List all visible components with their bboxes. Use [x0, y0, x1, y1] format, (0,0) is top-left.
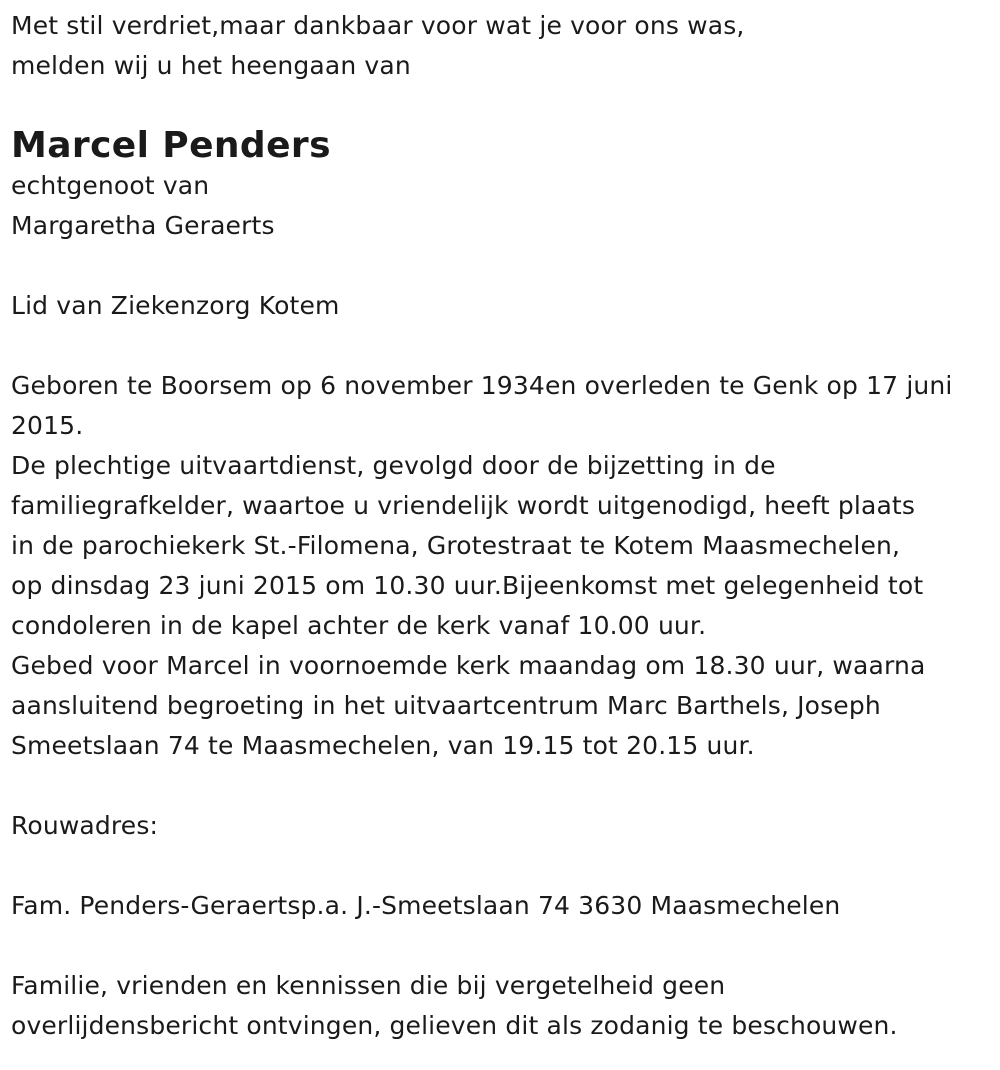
- deceased-name: Marcel Penders: [11, 125, 331, 166]
- funeral-details: [11, 366, 1000, 766]
- details-line: De plechtige uitvaartdienst, gevolgd door de bijzetting in de: [11, 451, 776, 480]
- relation-text: echtgenoot van: [11, 171, 210, 200]
- opening-line-2: melden wij u het heengaan van: [11, 51, 411, 80]
- details-line: Geboren te Boorsem op 6 november 1934en overleden te Genk op 17 juni: [11, 371, 953, 400]
- details-line: 2015.: [11, 411, 84, 440]
- spouse-name: Margaretha Geraerts: [11, 211, 275, 240]
- details-line: Smeetslaan 74 te Maasmechelen, van 19.15 tot 20.15 uur.: [11, 731, 755, 760]
- details-line: Gebed voor Marcel in voornoemde kerk maandag om 18.30 uur, waarna: [11, 651, 926, 680]
- details-line: in de parochiekerk St.-Filomena, Grotestraat te Kotem Maasmechelen,: [11, 531, 901, 560]
- opening-line-1: Met stil verdriet,maar dankbaar voor wat je voor ons was,: [11, 11, 745, 40]
- closing-line-1: Familie, vrienden en kennissen die bij vergetelheid geen: [11, 971, 726, 1000]
- details-line: op dinsdag 23 juni 2015 om 10.30 uur.Bijeenkomst met gelegenheid tot: [11, 571, 924, 600]
- spacer: [11, 766, 1000, 806]
- mourning-address: Fam. Penders-Geraertsp.a. J.-Smeetslaan 74 3630 Maasmechelen: [11, 891, 841, 920]
- details-line: aansluitend begroeting in het uitvaartcentrum Marc Barthels, Joseph: [11, 691, 881, 720]
- mourning-address-label: Rouwadres:: [11, 811, 159, 840]
- spacer: [11, 326, 1000, 366]
- spacer: [11, 246, 1000, 286]
- closing-line-2: overlijdensbericht ontvingen, gelieven dit als zodanig te beschouwen.: [11, 1011, 898, 1040]
- details-line: familiegrafkelder, waartoe u vriendelijk wordt uitgenodigd, heeft plaats: [11, 491, 916, 520]
- membership-text: Lid van Ziekenzorg Kotem: [11, 291, 340, 320]
- details-line: condoleren in de kapel achter de kerk vanaf 10.00 uur.: [11, 611, 707, 640]
- spacer: [11, 846, 1000, 886]
- spacer: [11, 926, 1000, 966]
